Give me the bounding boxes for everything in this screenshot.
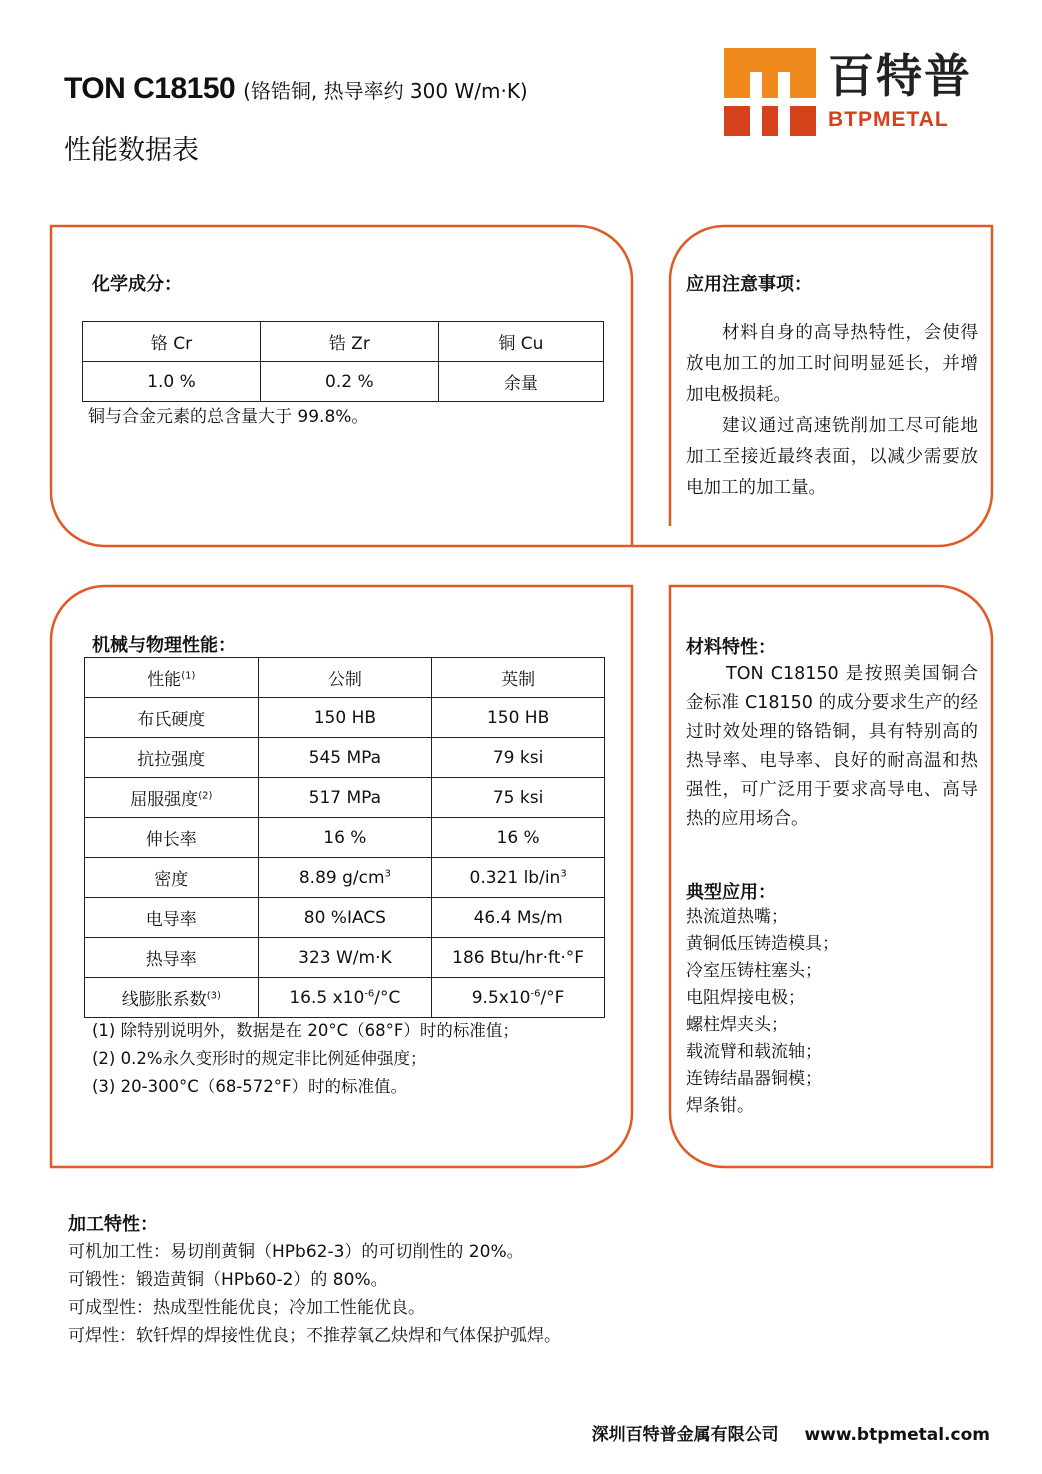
list-item: 连铸结晶器铜模； (686, 1069, 822, 1089)
application-note-paragraph: 材料自身的高导热特性，会使得放电加工的加工时间明显延长，并增加电极损耗。 (686, 323, 978, 405)
list-item: 冷室压铸柱塞头； (686, 961, 822, 981)
cell-metric: 545 MPa (258, 738, 432, 778)
cell-imperial: 46.4 Ms/m (432, 898, 605, 938)
logo-name-en: BTPMETAL (828, 108, 949, 131)
cell-property: 抗拉强度 (85, 738, 259, 778)
cell-property: 布氏硬度 (85, 698, 259, 738)
chemistry-table (82, 321, 604, 402)
processing-line: 可机加工性：易切削黄铜（HPb62-3）的可切削性的 20%。 (68, 1242, 524, 1262)
processing-list (68, 1238, 561, 1350)
table-row (83, 362, 604, 402)
table-cell: 余量 (438, 362, 603, 402)
cell-imperial: 150 HB (432, 698, 605, 738)
cell-property: 线膨胀系数$^{(3)}$ (85, 978, 259, 1018)
cell-imperial: 186 Btu/hr·ft·°F (432, 938, 605, 978)
cell-metric: 80 %IACS (258, 898, 432, 938)
processing-line: 可焊性：软钎焊的焊接性优良；不推荐氧乙炔焊和气体保护弧焊。 (68, 1326, 561, 1346)
cell-property: 热导率 (85, 938, 259, 978)
footer (592, 1420, 990, 1445)
table-cell: 1.0 % (83, 362, 261, 402)
title-sub: (铬锆铜, 热导率约 300 W/m·K) (243, 79, 528, 103)
mechanical-notes (92, 1017, 519, 1101)
table-row (85, 698, 605, 738)
table-cell: 铜 Cu (438, 322, 603, 362)
cell-metric: 517 MPa (258, 778, 432, 818)
cell-metric: 8.89 $g/cm^3$ (258, 858, 432, 898)
cell-imperial: $9.5x10^{-6}/^\circ F$ (432, 978, 605, 1018)
title-main: TON C18150 (64, 72, 236, 105)
chemistry-heading: 化学成分： (92, 274, 182, 295)
list-item: 电阻焊接电极； (686, 988, 805, 1008)
material-features-text: TON C18150 是按照美国铜合金标准 C18150 的成分要求生产的经过时效处理的铬锆铜，具有特别高的热导率、电导率、良好的耐高温和热强性，可广泛用于要求高导电、高导热的应用场合。 (686, 664, 978, 829)
table-header-row (85, 658, 605, 698)
cell-imperial: 0.321 $lb/in^3$ (432, 858, 605, 898)
mechanical-table (84, 657, 605, 1018)
table-cell: 铬 Cr (83, 322, 261, 362)
table-row (85, 938, 605, 978)
footnote-1: (1) 除特别说明外，数据是在 20°C（68°F）时的标准值； (92, 1021, 519, 1040)
cell-metric: 16 % (258, 818, 432, 858)
footnote-3: (3) 20-300°C（68-572°F）时的标准值。 (92, 1077, 408, 1096)
mechanical-heading: 机械与物理性能： (92, 635, 236, 656)
column-header-property: 性能$^{(1)}$ (85, 658, 259, 698)
cell-property: 电导率 (85, 898, 259, 938)
column-header-metric: 公制 (258, 658, 432, 698)
table-row (85, 818, 605, 858)
table-row (85, 858, 605, 898)
cell-imperial: 75 ksi (432, 778, 605, 818)
footer-website[interactable]: www.btpmetal.com (804, 1425, 990, 1445)
table-cell: 0.2 % (260, 362, 438, 402)
table-row (83, 322, 604, 362)
column-header-imperial: 英制 (432, 658, 605, 698)
list-item: 黄铜低压铸造模具； (686, 934, 839, 954)
processing-heading: 加工特性： (68, 1214, 158, 1235)
cell-metric: 150 HB (258, 698, 432, 738)
processing-line: 可成型性：热成型性能优良；冷加工性能优良。 (68, 1298, 425, 1318)
processing-line: 可锻性：锻造黄铜（HPb60-2）的 80%。 (68, 1270, 388, 1290)
chemistry-note: 铜与合金元素的总含量大于 99.8%。 (88, 407, 369, 427)
footnote-2: (2) 0.2%永久变形时的规定非比例延伸强度； (92, 1049, 427, 1068)
application-note-paragraph: 建议通过高速铣削加工尽可能地加工至接近最终表面，以减少需要放电加工的加工量。 (686, 416, 978, 498)
table-row (85, 898, 605, 938)
list-item: 焊条钳。 (686, 1096, 754, 1116)
typical-applications-list (686, 904, 839, 1120)
document-subtitle: 性能数据表 (64, 135, 199, 166)
cell-imperial: 79 ksi (432, 738, 605, 778)
application-notes-body (686, 318, 978, 504)
cell-property: 屈服强度$^{(2)}$ (85, 778, 259, 818)
cell-metric: 16.5 $x10^{-6}/^\circ C$ (258, 978, 432, 1018)
application-notes-heading: 应用注意事项： (686, 274, 812, 295)
cell-metric: 323 W/m·K (258, 938, 432, 978)
material-features-heading: 材料特性： (686, 637, 776, 658)
cell-imperial: 16 % (432, 818, 605, 858)
typical-applications-heading: 典型应用： (686, 882, 776, 903)
list-item: 热流道热嘴； (686, 907, 788, 927)
cell-property: 伸长率 (85, 818, 259, 858)
table-cell: 锆 Zr (260, 322, 438, 362)
table-row (85, 778, 605, 818)
cell-property: 密度 (85, 858, 259, 898)
table-row (85, 738, 605, 778)
list-item: 螺柱焊夹头； (686, 1015, 788, 1035)
footer-company: 深圳百特普金属有限公司 (591, 1425, 779, 1445)
logo-name-cn: 百特普 (828, 49, 972, 103)
table-row (85, 978, 605, 1018)
list-item: 载流臂和载流轴； (686, 1042, 822, 1062)
